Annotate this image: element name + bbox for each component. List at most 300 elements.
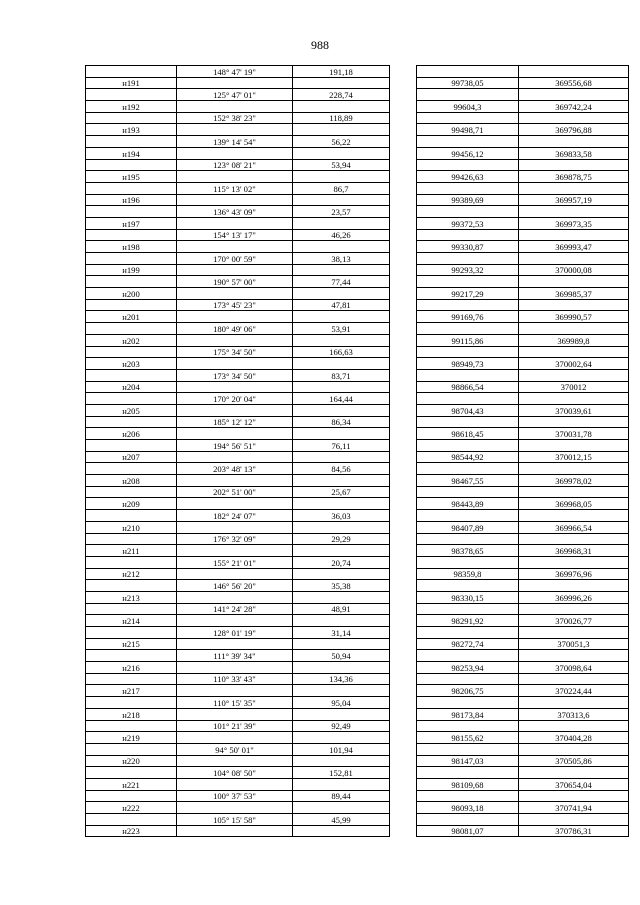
distance-cell: [293, 825, 390, 837]
angle-cell: [177, 358, 293, 370]
point-cell: н195: [86, 171, 177, 183]
x-coordinate-cell: 98147,03: [417, 755, 519, 767]
y-coordinate-cell: 369957,19: [519, 194, 629, 206]
table-row: [86, 650, 629, 662]
spacer-cell: [390, 217, 417, 229]
x-coordinate-cell: [417, 112, 519, 124]
angle-cell: [177, 101, 293, 113]
distance-cell: 53,91: [293, 323, 390, 335]
point-cell: н200: [86, 288, 177, 300]
table-row: [86, 136, 629, 148]
spacer-cell: [390, 124, 417, 136]
angle-cell: [177, 778, 293, 790]
angle-cell: 190° 57' 00": [177, 276, 293, 288]
point-cell: [86, 136, 177, 148]
table-row: [86, 627, 629, 639]
point-cell: н211: [86, 545, 177, 557]
table-row: [86, 521, 629, 533]
distance-cell: [293, 475, 390, 487]
spacer-cell: [390, 253, 417, 265]
point-cell: [86, 790, 177, 802]
y-coordinate-cell: [519, 346, 629, 358]
x-coordinate-cell: 99169,76: [417, 311, 519, 323]
distance-cell: 46,26: [293, 229, 390, 241]
y-coordinate-cell: [519, 136, 629, 148]
distance-cell: [293, 662, 390, 674]
point-cell: [86, 299, 177, 311]
angle-cell: 123° 08' 21": [177, 159, 293, 171]
spacer-cell: [390, 299, 417, 311]
point-cell: н206: [86, 428, 177, 440]
x-coordinate-cell: 99115,86: [417, 334, 519, 346]
distance-cell: 191,18: [293, 66, 390, 78]
spacer-cell: [390, 568, 417, 580]
table-row: [86, 510, 629, 522]
spacer-cell: [390, 743, 417, 755]
point-cell: [86, 346, 177, 358]
spacer-cell: [390, 440, 417, 452]
angle-cell: 101° 21' 39": [177, 720, 293, 732]
table-row: [86, 182, 629, 194]
x-coordinate-cell: 98467,55: [417, 475, 519, 487]
spacer-cell: [390, 767, 417, 779]
x-coordinate-cell: [417, 206, 519, 218]
angle-cell: [177, 521, 293, 533]
spacer-cell: [390, 673, 417, 685]
point-cell: [86, 159, 177, 171]
table-row: [86, 778, 629, 790]
spacer-cell: [390, 159, 417, 171]
point-cell: н219: [86, 732, 177, 744]
x-coordinate-cell: 98443,89: [417, 498, 519, 510]
distance-cell: 45,99: [293, 814, 390, 826]
x-coordinate-cell: [417, 66, 519, 78]
spacer-cell: [390, 510, 417, 522]
spacer-cell: [390, 147, 417, 159]
table-row: [86, 825, 629, 837]
x-coordinate-cell: 98866,54: [417, 381, 519, 393]
spacer-cell: [390, 194, 417, 206]
y-coordinate-cell: 370313,6: [519, 708, 629, 720]
point-cell: [86, 112, 177, 124]
table-row: [86, 685, 629, 697]
distance-cell: [293, 381, 390, 393]
angle-cell: 182° 24' 07": [177, 510, 293, 522]
spacer-cell: [390, 416, 417, 428]
angle-cell: [177, 241, 293, 253]
x-coordinate-cell: [417, 743, 519, 755]
y-coordinate-cell: [519, 323, 629, 335]
y-coordinate-cell: 370098,64: [519, 662, 629, 674]
table-row: [86, 545, 629, 557]
distance-cell: [293, 778, 390, 790]
spacer-cell: [390, 720, 417, 732]
angle-cell: 105° 15' 58": [177, 814, 293, 826]
y-coordinate-cell: [519, 206, 629, 218]
table-row: [86, 253, 629, 265]
table-row: [86, 311, 629, 323]
x-coordinate-cell: [417, 697, 519, 709]
y-coordinate-cell: [519, 299, 629, 311]
x-coordinate-cell: [417, 440, 519, 452]
angle-cell: 170° 20' 04": [177, 393, 293, 405]
point-cell: [86, 650, 177, 662]
point-cell: н212: [86, 568, 177, 580]
y-coordinate-cell: 369976,96: [519, 568, 629, 580]
x-coordinate-cell: 98618,45: [417, 428, 519, 440]
distance-cell: 134,36: [293, 673, 390, 685]
x-coordinate-cell: [417, 603, 519, 615]
angle-cell: 176° 32' 09": [177, 533, 293, 545]
x-coordinate-cell: 98173,84: [417, 708, 519, 720]
table-row: [86, 159, 629, 171]
spacer-cell: [390, 615, 417, 627]
x-coordinate-cell: 99372,53: [417, 217, 519, 229]
angle-cell: [177, 755, 293, 767]
angle-cell: [177, 662, 293, 674]
spacer-cell: [390, 77, 417, 89]
spacer-cell: [390, 580, 417, 592]
point-cell: [86, 416, 177, 428]
y-coordinate-cell: 370002,64: [519, 358, 629, 370]
x-coordinate-cell: 99498,71: [417, 124, 519, 136]
x-coordinate-cell: [417, 276, 519, 288]
distance-cell: [293, 755, 390, 767]
distance-cell: [293, 171, 390, 183]
distance-cell: 50,94: [293, 650, 390, 662]
y-coordinate-cell: 370012: [519, 381, 629, 393]
y-coordinate-cell: 370012,15: [519, 451, 629, 463]
table-row: [86, 323, 629, 335]
spacer-cell: [390, 545, 417, 557]
x-coordinate-cell: [417, 790, 519, 802]
distance-cell: [293, 802, 390, 814]
angle-cell: [177, 802, 293, 814]
point-cell: н214: [86, 615, 177, 627]
distance-cell: [293, 404, 390, 416]
angle-cell: 173° 34' 50": [177, 369, 293, 381]
distance-cell: [293, 615, 390, 627]
spacer-cell: [390, 264, 417, 276]
angle-cell: 202° 51' 00": [177, 486, 293, 498]
table-row: [86, 358, 629, 370]
distance-cell: [293, 498, 390, 510]
y-coordinate-cell: 370051,3: [519, 638, 629, 650]
angle-cell: [177, 545, 293, 557]
point-cell: [86, 720, 177, 732]
distance-cell: 86,34: [293, 416, 390, 428]
point-cell: [86, 66, 177, 78]
table-row: [86, 732, 629, 744]
page-number: 988: [311, 38, 329, 52]
table-row: [86, 463, 629, 475]
y-coordinate-cell: [519, 743, 629, 755]
spacer-cell: [390, 463, 417, 475]
x-coordinate-cell: 99330,87: [417, 241, 519, 253]
spacer-cell: [390, 825, 417, 837]
y-coordinate-cell: 369996,26: [519, 591, 629, 603]
y-coordinate-cell: [519, 369, 629, 381]
point-cell: н197: [86, 217, 177, 229]
x-coordinate-cell: 98378,65: [417, 545, 519, 557]
distance-cell: [293, 101, 390, 113]
y-coordinate-cell: 370026,77: [519, 615, 629, 627]
table-row: [86, 381, 629, 393]
table-row: [86, 708, 629, 720]
y-coordinate-cell: 369968,05: [519, 498, 629, 510]
table-row: [86, 580, 629, 592]
angle-cell: 128° 01' 19": [177, 627, 293, 639]
y-coordinate-cell: [519, 253, 629, 265]
distance-cell: [293, 147, 390, 159]
point-cell: [86, 463, 177, 475]
point-cell: н199: [86, 264, 177, 276]
y-coordinate-cell: [519, 486, 629, 498]
point-cell: [86, 276, 177, 288]
point-cell: н208: [86, 475, 177, 487]
table-row: [86, 264, 629, 276]
y-coordinate-cell: [519, 510, 629, 522]
table-row: [86, 288, 629, 300]
table-row: [86, 217, 629, 229]
x-coordinate-cell: 98330,15: [417, 591, 519, 603]
x-coordinate-cell: [417, 136, 519, 148]
y-coordinate-cell: [519, 182, 629, 194]
table-row: [86, 276, 629, 288]
y-coordinate-cell: [519, 697, 629, 709]
table-row: [86, 229, 629, 241]
point-cell: [86, 814, 177, 826]
y-coordinate-cell: 369968,31: [519, 545, 629, 557]
distance-cell: [293, 217, 390, 229]
point-cell: [86, 533, 177, 545]
angle-cell: [177, 685, 293, 697]
point-cell: [86, 627, 177, 639]
spacer-cell: [390, 475, 417, 487]
distance-cell: 152,81: [293, 767, 390, 779]
angle-cell: [177, 475, 293, 487]
point-cell: н218: [86, 708, 177, 720]
x-coordinate-cell: 99293,32: [417, 264, 519, 276]
spacer-cell: [390, 790, 417, 802]
distance-cell: 25,67: [293, 486, 390, 498]
spacer-cell: [390, 346, 417, 358]
table-row: [86, 171, 629, 183]
angle-cell: [177, 288, 293, 300]
x-coordinate-cell: [417, 580, 519, 592]
y-coordinate-cell: [519, 463, 629, 475]
spacer-cell: [390, 591, 417, 603]
point-cell: н216: [86, 662, 177, 674]
point-cell: н210: [86, 521, 177, 533]
spacer-cell: [390, 498, 417, 510]
x-coordinate-cell: 99456,12: [417, 147, 519, 159]
angle-cell: 100° 37' 53": [177, 790, 293, 802]
spacer-cell: [390, 241, 417, 253]
x-coordinate-cell: 99426,63: [417, 171, 519, 183]
y-coordinate-cell: [519, 814, 629, 826]
table-row: [86, 393, 629, 405]
angle-cell: 148° 47' 19": [177, 66, 293, 78]
angle-cell: [177, 568, 293, 580]
point-cell: н202: [86, 334, 177, 346]
x-coordinate-cell: 98544,92: [417, 451, 519, 463]
distance-cell: [293, 194, 390, 206]
x-coordinate-cell: 98359,8: [417, 568, 519, 580]
point-cell: н209: [86, 498, 177, 510]
distance-cell: [293, 708, 390, 720]
y-coordinate-cell: 370039,61: [519, 404, 629, 416]
angle-cell: [177, 708, 293, 720]
angle-cell: 104° 08' 50": [177, 767, 293, 779]
angle-cell: 146° 56' 20": [177, 580, 293, 592]
table-row: [86, 486, 629, 498]
x-coordinate-cell: [417, 159, 519, 171]
table-row: [86, 194, 629, 206]
angle-cell: 110° 15' 35": [177, 697, 293, 709]
table-row: [86, 346, 629, 358]
angle-cell: 152° 38' 23": [177, 112, 293, 124]
distance-cell: 84,56: [293, 463, 390, 475]
distance-cell: [293, 732, 390, 744]
point-cell: н217: [86, 685, 177, 697]
table-row: [86, 790, 629, 802]
table-row: [86, 124, 629, 136]
y-coordinate-cell: [519, 112, 629, 124]
spacer-cell: [390, 685, 417, 697]
angle-cell: [177, 311, 293, 323]
x-coordinate-cell: [417, 533, 519, 545]
x-coordinate-cell: [417, 346, 519, 358]
angle-cell: [177, 264, 293, 276]
x-coordinate-cell: [417, 556, 519, 568]
table-row: [86, 743, 629, 755]
spacer-cell: [390, 638, 417, 650]
table-row: [86, 591, 629, 603]
table-row: [86, 147, 629, 159]
x-coordinate-cell: [417, 393, 519, 405]
angle-cell: [177, 615, 293, 627]
table-row: [86, 112, 629, 124]
distance-cell: 29,29: [293, 533, 390, 545]
table-row: [86, 662, 629, 674]
y-coordinate-cell: 369993,47: [519, 241, 629, 253]
table-row: [86, 638, 629, 650]
spacer-cell: [390, 697, 417, 709]
y-coordinate-cell: 370031,78: [519, 428, 629, 440]
distance-cell: 76,11: [293, 440, 390, 452]
x-coordinate-cell: [417, 463, 519, 475]
y-coordinate-cell: [519, 393, 629, 405]
distance-cell: 228,74: [293, 89, 390, 101]
distance-cell: 53,94: [293, 159, 390, 171]
table-row: [86, 428, 629, 440]
distance-cell: [293, 334, 390, 346]
y-coordinate-cell: [519, 650, 629, 662]
spacer-cell: [390, 182, 417, 194]
distance-cell: 23,57: [293, 206, 390, 218]
distance-cell: 166,63: [293, 346, 390, 358]
x-coordinate-cell: [417, 89, 519, 101]
x-coordinate-cell: [417, 814, 519, 826]
spacer-cell: [390, 101, 417, 113]
table-row: [86, 299, 629, 311]
point-cell: [86, 486, 177, 498]
angle-cell: 175° 34' 50": [177, 346, 293, 358]
point-cell: [86, 603, 177, 615]
distance-cell: [293, 428, 390, 440]
table-row: [86, 89, 629, 101]
x-coordinate-cell: 98704,43: [417, 404, 519, 416]
distance-cell: 20,74: [293, 556, 390, 568]
y-coordinate-cell: 369973,35: [519, 217, 629, 229]
x-coordinate-cell: 98253,94: [417, 662, 519, 674]
angle-cell: 136° 43' 09": [177, 206, 293, 218]
spacer-cell: [390, 662, 417, 674]
x-coordinate-cell: 98206,75: [417, 685, 519, 697]
angle-cell: [177, 428, 293, 440]
angle-cell: 154° 13' 17": [177, 229, 293, 241]
x-coordinate-cell: 98949,73: [417, 358, 519, 370]
distance-cell: 56,22: [293, 136, 390, 148]
distance-cell: 35,38: [293, 580, 390, 592]
x-coordinate-cell: [417, 253, 519, 265]
angle-cell: [177, 147, 293, 159]
spacer-cell: [390, 89, 417, 101]
table-row: [86, 568, 629, 580]
point-cell: [86, 253, 177, 265]
table-row: [86, 451, 629, 463]
point-cell: н221: [86, 778, 177, 790]
angle-cell: [177, 498, 293, 510]
distance-cell: [293, 591, 390, 603]
point-cell: [86, 697, 177, 709]
point-cell: [86, 229, 177, 241]
table-row: [86, 767, 629, 779]
distance-cell: [293, 685, 390, 697]
y-coordinate-cell: [519, 627, 629, 639]
table-row: [86, 498, 629, 510]
spacer-cell: [390, 288, 417, 300]
spacer-cell: [390, 358, 417, 370]
y-coordinate-cell: [519, 790, 629, 802]
y-coordinate-cell: 369796,88: [519, 124, 629, 136]
table-row: [86, 802, 629, 814]
angle-cell: 185° 12' 12": [177, 416, 293, 428]
coordinates-table: [85, 65, 629, 837]
table-row: [86, 206, 629, 218]
spacer-cell: [390, 334, 417, 346]
y-coordinate-cell: 370654,04: [519, 778, 629, 790]
point-cell: [86, 206, 177, 218]
y-coordinate-cell: 370741,94: [519, 802, 629, 814]
y-coordinate-cell: 370224,44: [519, 685, 629, 697]
x-coordinate-cell: 98081,07: [417, 825, 519, 837]
y-coordinate-cell: [519, 276, 629, 288]
distance-cell: 95,04: [293, 697, 390, 709]
x-coordinate-cell: 98272,74: [417, 638, 519, 650]
y-coordinate-cell: 369978,02: [519, 475, 629, 487]
point-cell: н194: [86, 147, 177, 159]
x-coordinate-cell: [417, 720, 519, 732]
x-coordinate-cell: [417, 299, 519, 311]
y-coordinate-cell: 369833,58: [519, 147, 629, 159]
y-coordinate-cell: [519, 533, 629, 545]
distance-cell: 83,71: [293, 369, 390, 381]
point-cell: [86, 440, 177, 452]
distance-cell: [293, 638, 390, 650]
table-row: [86, 77, 629, 89]
